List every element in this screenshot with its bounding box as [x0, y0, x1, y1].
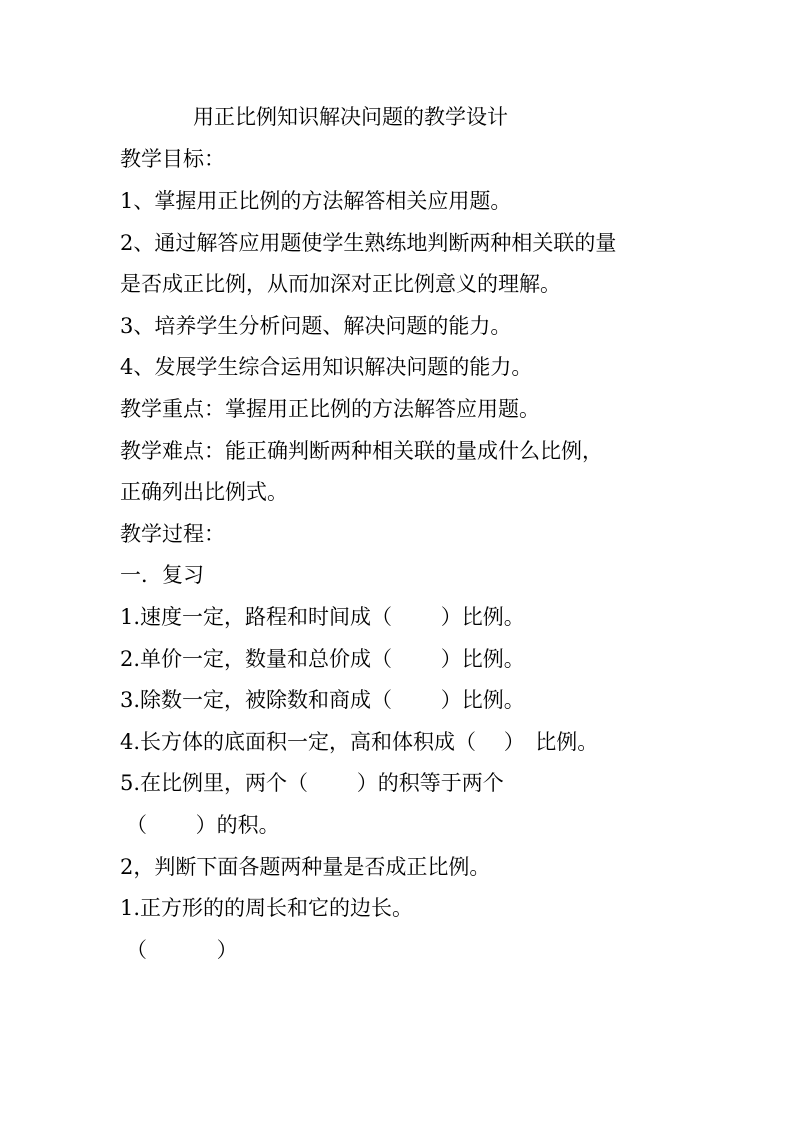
review-question-1: 1.速度一定，路程和时间成（ ）比例。 [120, 605, 525, 629]
objective-3: 3、培养学生分析问题、解决问题的能力。 [120, 314, 512, 338]
document-title: 用正比例知识解决问题的教学设计 [193, 105, 508, 129]
teaching-focus: 教学重点：掌握用正比例的方法解答应用题。 [120, 397, 540, 421]
review-question-3: 3.除数一定，被除数和商成（ ）比例。 [120, 688, 525, 712]
objective-4: 4、发展学生综合运用知识解决问题的能力。 [120, 355, 533, 379]
objective-1: 1、掌握用正比例的方法解答相关应用题。 [120, 189, 512, 213]
teaching-difficulty-part-2: 正确列出比例式。 [120, 480, 288, 504]
subsection-review: 一．复习 [120, 563, 204, 587]
objective-2-part-2: 是否成正比例，从而加深对正比例意义的理解。 [120, 272, 561, 296]
teaching-difficulty-part-1: 教学难点：能正确判断两种相关联的量成什么比例， [120, 439, 603, 463]
objective-2-part-1: 2、通过解答应用题使学生熟练地判断两种相关联的量 [120, 231, 617, 255]
review-question-4: 4.长方体的底面积一定，高和体积成（ ） 比例。 [120, 730, 599, 754]
review-question-5-part-2: （ ）的积。 [126, 813, 280, 837]
section-heading-objectives: 教学目标： [120, 147, 225, 171]
review-question-5-part-1: 5.在比例里，两个（ ）的积等于两个 [120, 771, 504, 795]
judgement-question-1: 1.正方形的的周长和它的边长。 [120, 896, 414, 920]
section-heading-process: 教学过程： [120, 522, 225, 546]
judgement-heading: 2，判断下面各题两种量是否成正比例。 [120, 855, 491, 879]
judgement-answer-blank: （ ） [126, 938, 238, 962]
review-question-2: 2.单价一定，数量和总价成（ ）比例。 [120, 647, 525, 671]
